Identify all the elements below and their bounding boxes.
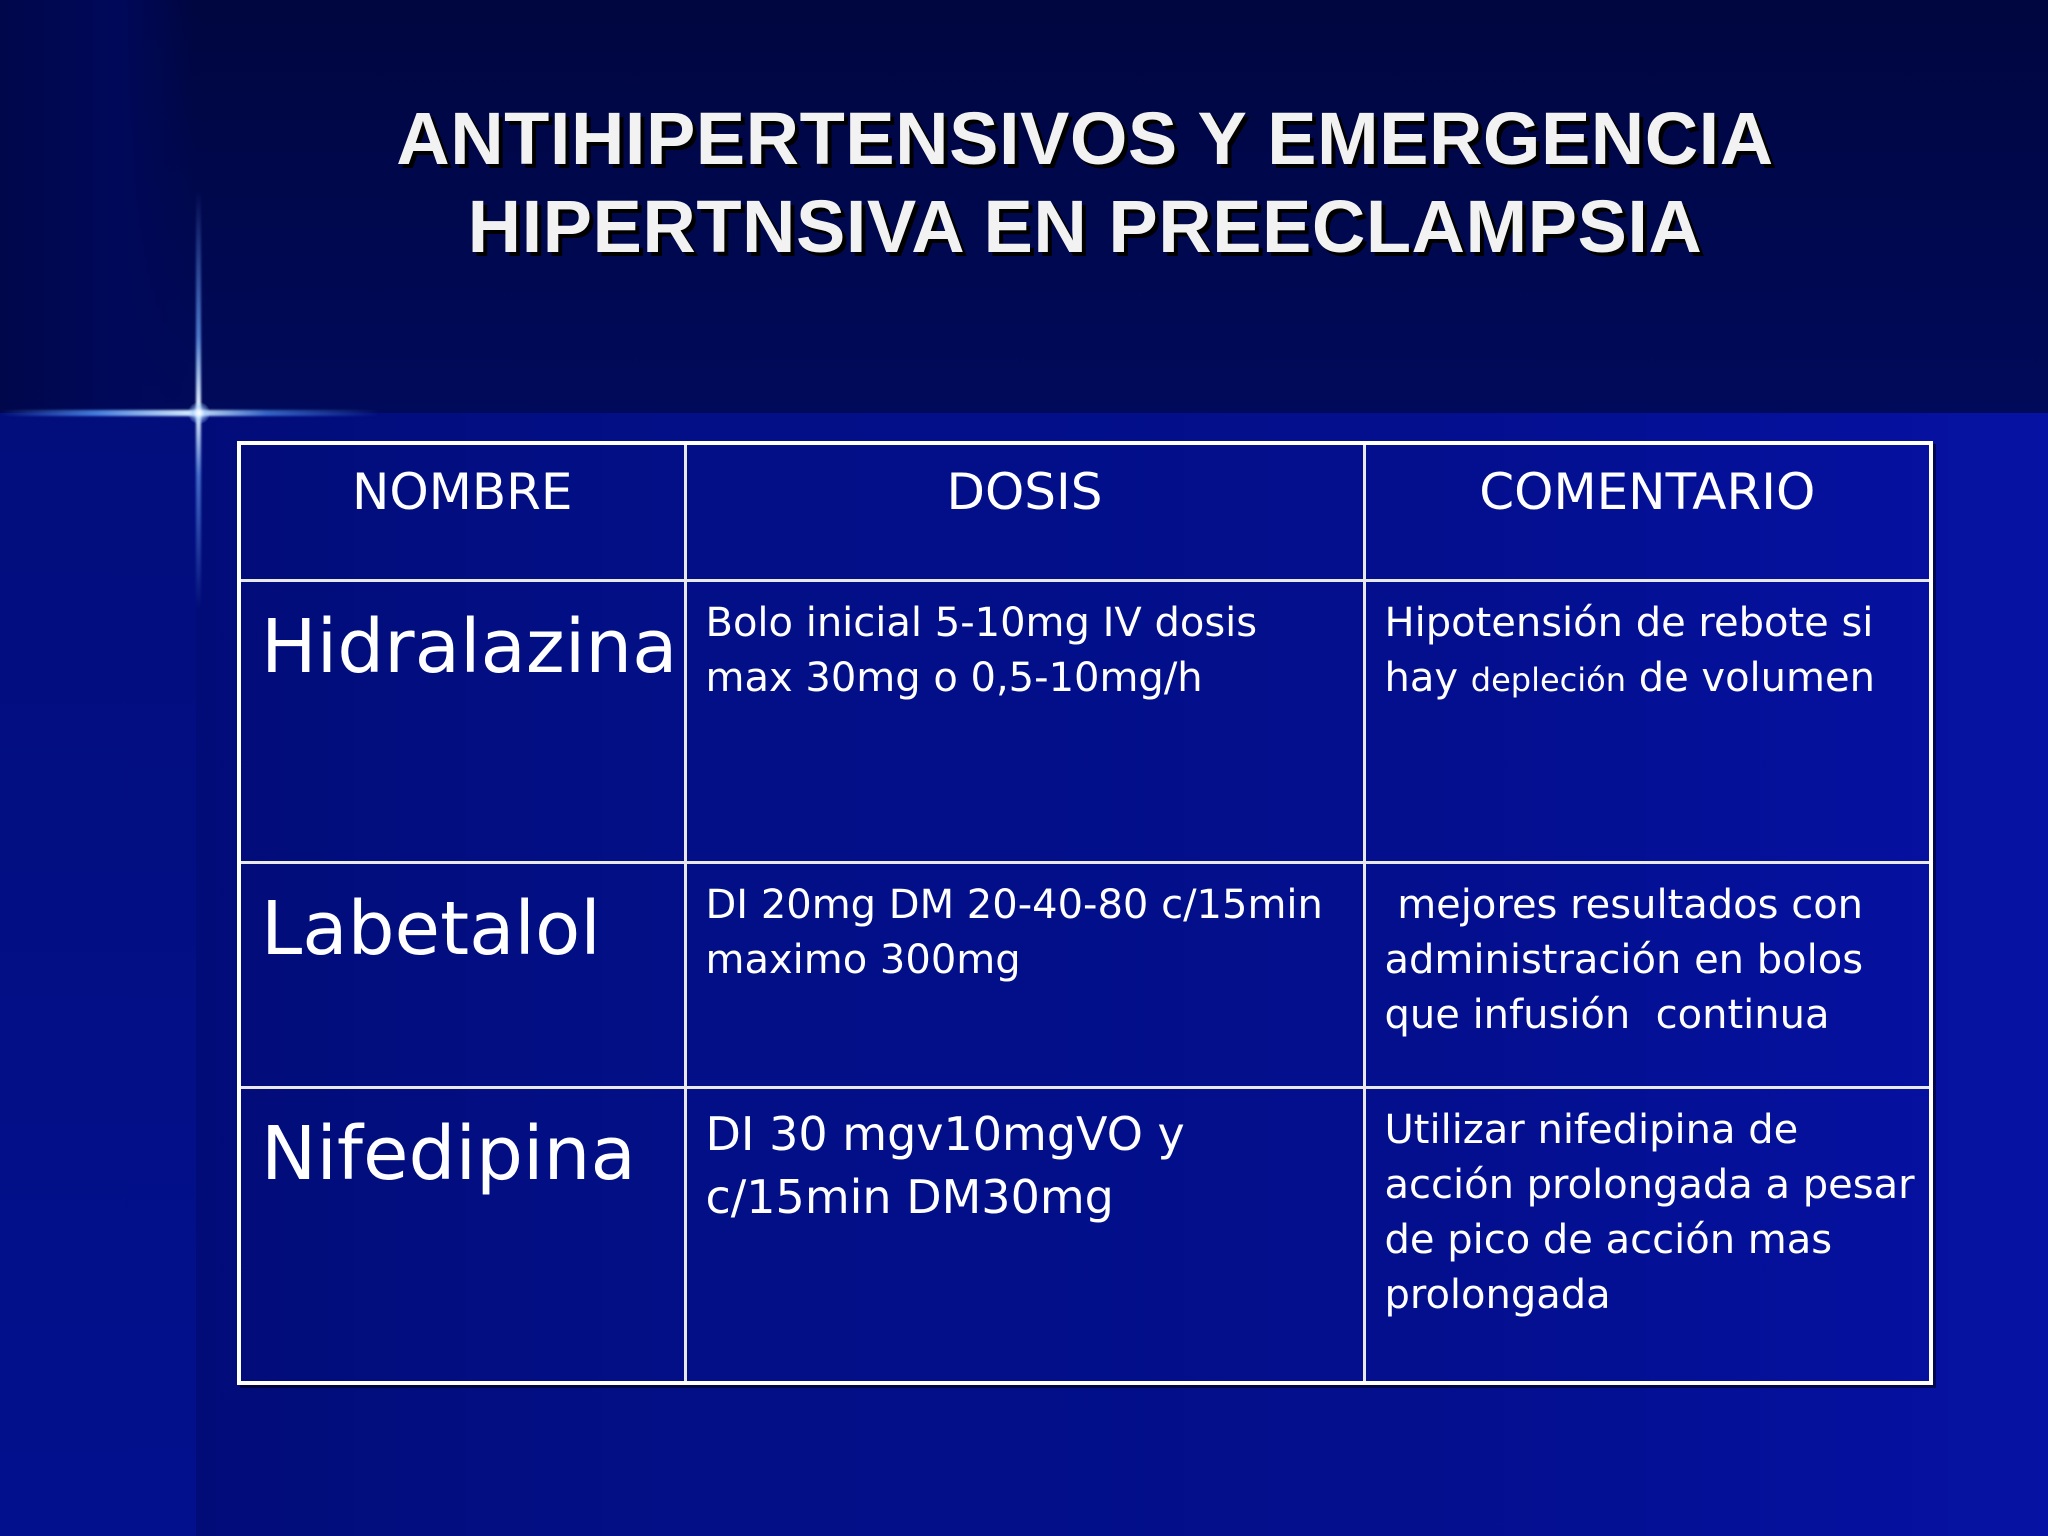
drug-name-hidralazina: Hidralazina [239, 580, 685, 862]
drug-dose-hidralazina: Bolo inicial 5-10mg IV dosis max 30mg o 0,5-10mg/h [685, 580, 1364, 862]
drug-name-nifedipina: Nifedipina [239, 1087, 685, 1383]
drug-dose-labetalol: DI 20mg DM 20-40-80 c/15min maximo 300mg [685, 862, 1364, 1087]
table-row [239, 1087, 1931, 1383]
slide-title-line-1: ANTIHIPERTENSIVOS Y EMERGENCIA [396, 97, 1774, 180]
comment-text-part: de volumen [1625, 654, 1875, 701]
drug-comment-hidralazina [1364, 580, 1931, 862]
table-row [239, 580, 1931, 862]
slide-title-line-2: HIPERTNSIVA EN PREECLAMPSIA [467, 185, 1703, 268]
slide-title [240, 95, 1930, 271]
header-comentario: COMENTARIO [1364, 443, 1931, 580]
drug-comment-nifedipina: Utilizar nifedipina de acción prolongada a pesar de pico de acción mas prolongada [1364, 1087, 1931, 1383]
header-dosis: DOSIS [685, 443, 1364, 580]
sparkle-vertical-line [196, 190, 201, 610]
antihypertensive-table [237, 441, 1933, 1385]
comment-text-small: depleción [1470, 660, 1626, 699]
table-row [239, 862, 1931, 1087]
sparkle-star-icon [188, 402, 210, 424]
table-header-row [239, 443, 1931, 580]
drug-dose-nifedipina: DI 30 mgv10mgVO y c/15min DM30mg [685, 1087, 1364, 1383]
comment-text-part: Hipotensión de rebote si hay [1384, 599, 1874, 701]
drug-comment-labetalol: mejores resultados con administración en bolos que infusión continua [1364, 862, 1931, 1087]
drug-name-labetalol: Labetalol [239, 862, 685, 1087]
lower-left-decorative-strip [0, 413, 196, 1536]
header-nombre: NOMBRE [239, 443, 685, 580]
